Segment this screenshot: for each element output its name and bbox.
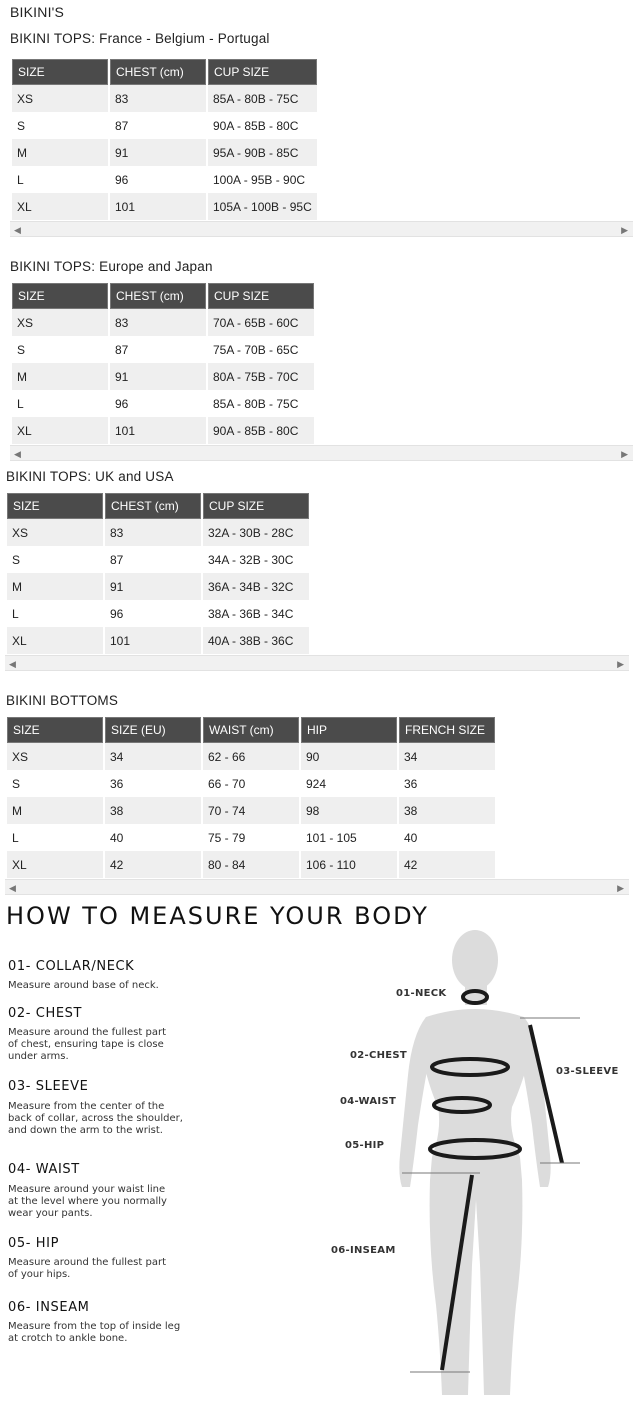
table-cell: 924 [301, 770, 397, 797]
table-title-uk-usa: BIKINI TOPS: UK and USA [6, 469, 174, 484]
table-cell: 36A - 34B - 32C [203, 573, 309, 600]
scroll-left-icon[interactable]: ◀ [9, 883, 16, 893]
table-cell: 36 [399, 770, 495, 797]
table-cell: XL [7, 851, 103, 878]
table-cell: 85A - 80B - 75C [208, 85, 317, 112]
body-label-inseam: 06-INSEAM [331, 1245, 396, 1256]
table-cell: XS [12, 309, 108, 336]
measure-desc-neck: Measure around base of neck. [8, 980, 159, 991]
table-cell: 101 [110, 193, 206, 220]
table-cell: 87 [110, 336, 206, 363]
table-row [12, 336, 314, 363]
table-cell: L [12, 166, 108, 193]
table-cell: 75 - 79 [203, 824, 299, 851]
table-cell: 32A - 30B - 28C [203, 519, 309, 546]
table-cell: 101 [105, 627, 201, 654]
table-cell: 85A - 80B - 75C [208, 390, 314, 417]
table-cell: XL [7, 627, 103, 654]
table-row [12, 85, 317, 112]
horizontal-scrollbar[interactable] [5, 655, 629, 671]
table-row [7, 627, 309, 654]
measure-heading-neck: 01- COLLAR/NECK [8, 959, 135, 974]
table-cell: 90A - 85B - 80C [208, 417, 314, 444]
table-row [12, 193, 317, 220]
table-cell: S [12, 336, 108, 363]
measure-desc-inseam: Measure from the top of inside leg at crotch to ankle bone. [8, 1321, 181, 1344]
table-cell: 40 [399, 824, 495, 851]
measure-desc-chest: Measure around the fullest part of chest, ensuring tape is close under arms. [8, 1027, 166, 1062]
table-cell: 96 [105, 600, 201, 627]
table-header: CUP SIZE [208, 59, 317, 85]
table-cell: 106 - 110 [301, 851, 397, 878]
page-heading: BIKINI'S [10, 4, 65, 20]
horizontal-scrollbar[interactable] [10, 221, 633, 237]
table-row [12, 363, 314, 390]
size-table-uk-usa [5, 493, 311, 654]
size-table-europe [10, 283, 316, 444]
table-cell: 83 [105, 519, 201, 546]
table-header: SIZE [12, 283, 108, 309]
table-cell: 83 [110, 85, 206, 112]
horizontal-scrollbar[interactable] [5, 879, 629, 895]
measure-desc-sleeve: Measure from the center of the back of collar, across the shoulder, and down the arm to the wrist. [8, 1101, 183, 1136]
measure-desc-hip: Measure around the fullest part of your hips. [8, 1257, 166, 1280]
table-row [7, 797, 495, 824]
table-cell: M [12, 363, 108, 390]
table-row [12, 309, 314, 336]
body-silhouette [399, 930, 550, 1395]
scroll-left-icon[interactable]: ◀ [14, 449, 21, 459]
measure-heading-waist: 04- WAIST [8, 1162, 80, 1177]
table-header: SIZE (EU) [105, 717, 201, 743]
table-cell: XS [12, 85, 108, 112]
table-cell: XS [7, 519, 103, 546]
table-cell: 42 [105, 851, 201, 878]
table-header: CUP SIZE [203, 493, 309, 519]
measure-heading-inseam: 06- INSEAM [8, 1300, 90, 1315]
table-cell: 105A - 100B - 95C [208, 193, 317, 220]
table-cell: 80 - 84 [203, 851, 299, 878]
table-cell: 101 [110, 417, 206, 444]
table-cell: XL [12, 417, 108, 444]
table-cell: 80A - 75B - 70C [208, 363, 314, 390]
table-row [7, 546, 309, 573]
table-cell: L [7, 600, 103, 627]
table-row [7, 519, 309, 546]
table-cell: 42 [399, 851, 495, 878]
scroll-right-icon[interactable]: ▶ [621, 225, 628, 235]
table-cell: 70A - 65B - 60C [208, 309, 314, 336]
table-cell: 90A - 85B - 80C [208, 112, 317, 139]
table-cell: 96 [110, 166, 206, 193]
table-header: SIZE [7, 717, 103, 743]
table-cell: 38A - 36B - 34C [203, 600, 309, 627]
table-cell: S [12, 112, 108, 139]
table-header: CHEST (cm) [110, 283, 206, 309]
table-cell: 66 - 70 [203, 770, 299, 797]
table-cell: 38 [399, 797, 495, 824]
table-cell: XL [12, 193, 108, 220]
table-cell: XS [7, 743, 103, 770]
table-title-europe: BIKINI TOPS: Europe and Japan [10, 259, 213, 274]
table-row [7, 573, 309, 600]
scroll-left-icon[interactable]: ◀ [9, 659, 16, 669]
body-label-hip: 05-HIP [345, 1140, 385, 1151]
table-cell: 91 [110, 363, 206, 390]
table-cell: 83 [110, 309, 206, 336]
table-cell: 75A - 70B - 65C [208, 336, 314, 363]
table-cell: 38 [105, 797, 201, 824]
table-cell: L [12, 390, 108, 417]
table-cell: 87 [110, 112, 206, 139]
measure-heading-sleeve: 03- SLEEVE [8, 1079, 89, 1094]
table-row [12, 417, 314, 444]
table-title-france: BIKINI TOPS: France - Belgium - Portugal [10, 31, 270, 46]
body-label-sleeve: 03-SLEEVE [556, 1066, 619, 1077]
table-cell: M [12, 139, 108, 166]
table-row [7, 600, 309, 627]
table-row [7, 824, 495, 851]
table-cell: 62 - 66 [203, 743, 299, 770]
table-cell: 96 [110, 390, 206, 417]
table-row [12, 390, 314, 417]
horizontal-scrollbar[interactable] [10, 445, 633, 461]
table-cell: 36 [105, 770, 201, 797]
body-label-chest: 02-CHEST [350, 1050, 408, 1061]
table-row [7, 743, 495, 770]
table-header: CHEST (cm) [110, 59, 206, 85]
table-cell: M [7, 573, 103, 600]
table-header: SIZE [12, 59, 108, 85]
howto-title: HOW TO MEASURE YOUR BODY [6, 902, 429, 930]
measure-heading-chest: 02- CHEST [8, 1006, 83, 1021]
table-header: SIZE [7, 493, 103, 519]
scroll-right-icon[interactable]: ▶ [617, 883, 624, 893]
table-cell: 70 - 74 [203, 797, 299, 824]
table-cell: 91 [105, 573, 201, 600]
table-row [12, 139, 317, 166]
table-cell: S [7, 546, 103, 573]
table-cell: 91 [110, 139, 206, 166]
table-cell: 87 [105, 546, 201, 573]
table-row [12, 112, 317, 139]
table-cell: 40A - 38B - 36C [203, 627, 309, 654]
table-row [7, 851, 495, 878]
table-cell: 34 [105, 743, 201, 770]
table-cell: 101 - 105 [301, 824, 397, 851]
table-header: CHEST (cm) [105, 493, 201, 519]
measure-desc-waist: Measure around your waist line at the level where you normally wear your pants. [8, 1184, 167, 1219]
table-cell: 100A - 95B - 90C [208, 166, 317, 193]
table-cell: S [7, 770, 103, 797]
size-table-bottoms [5, 717, 497, 878]
table-cell: 95A - 90B - 85C [208, 139, 317, 166]
scroll-right-icon[interactable]: ▶ [617, 659, 624, 669]
table-row [12, 166, 317, 193]
body-figure [330, 925, 644, 1413]
table-row [7, 770, 495, 797]
body-label-waist: 04-WAIST [340, 1096, 397, 1107]
table-cell: 98 [301, 797, 397, 824]
measure-heading-hip: 05- HIP [8, 1236, 60, 1251]
table-header: FRENCH SIZE [399, 717, 495, 743]
size-table-france [10, 59, 319, 220]
table-cell: L [7, 824, 103, 851]
table-title-bottoms: BIKINI BOTTOMS [6, 693, 119, 708]
table-cell: 90 [301, 743, 397, 770]
table-cell: M [7, 797, 103, 824]
table-header: WAIST (cm) [203, 717, 299, 743]
scroll-right-icon[interactable]: ▶ [621, 449, 628, 459]
table-cell: 40 [105, 824, 201, 851]
table-cell: 34 [399, 743, 495, 770]
table-header: CUP SIZE [208, 283, 314, 309]
table-header: HIP [301, 717, 397, 743]
table-cell: 34A - 32B - 30C [203, 546, 309, 573]
body-label-neck: 01-NECK [396, 988, 447, 999]
scroll-left-icon[interactable]: ◀ [14, 225, 21, 235]
